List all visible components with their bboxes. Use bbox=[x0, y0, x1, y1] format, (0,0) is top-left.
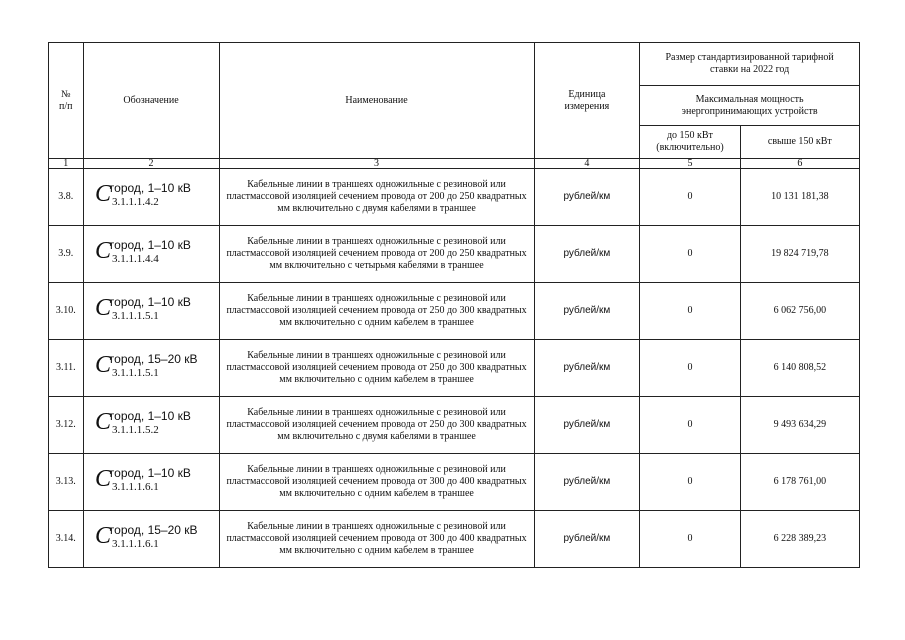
designation-subscript: 3.1.1.1.6.1 bbox=[112, 538, 159, 550]
designation-superscript: город, 15–20 кВ bbox=[110, 523, 198, 537]
header-num: № п/п bbox=[49, 43, 84, 159]
table-body bbox=[49, 169, 860, 568]
designation-symbol: C bbox=[95, 295, 112, 321]
row-number: 3.8. bbox=[49, 169, 84, 226]
table-row bbox=[49, 340, 860, 397]
table-row bbox=[49, 226, 860, 283]
row-unit: рублей/км bbox=[534, 511, 640, 568]
row-unit: рублей/км bbox=[534, 397, 640, 454]
row-designation bbox=[83, 226, 219, 283]
header-unit: Единица измерения bbox=[534, 43, 640, 159]
row-designation bbox=[83, 283, 219, 340]
header-up-to-150: до 150 кВт (включительно) bbox=[640, 126, 740, 159]
row-designation bbox=[83, 454, 219, 511]
row-unit: рублей/км bbox=[534, 226, 640, 283]
row-name: Кабельные линии в траншеях одножильные с резиновой или пластмассовой изоляцией сечением провода от 300 до 400 квадратных мм включительно с одним кабелем в траншее bbox=[219, 511, 534, 568]
designation-subscript: 3.1.1.1.4.2 bbox=[112, 196, 159, 208]
row-value-up-to-150: 0 bbox=[640, 397, 740, 454]
designation-symbol: C bbox=[95, 409, 112, 435]
row-unit: рублей/км bbox=[534, 340, 640, 397]
row-number: 3.12. bbox=[49, 397, 84, 454]
header-name: Наименование bbox=[219, 43, 534, 159]
row-name: Кабельные линии в траншеях одножильные с резиновой или пластмассовой изоляцией сечением провода от 250 до 300 квадратных мм включительно с одним кабелем в траншее bbox=[219, 283, 534, 340]
row-value-over-150: 6 228 389,23 bbox=[740, 511, 859, 568]
row-value-over-150: 6 140 808,52 bbox=[740, 340, 859, 397]
tariff-table bbox=[48, 42, 860, 568]
designation-superscript: город, 1–10 кВ bbox=[110, 466, 191, 480]
row-value-over-150: 6 178 761,00 bbox=[740, 454, 859, 511]
designation-symbol: C bbox=[95, 238, 112, 264]
column-number: 4 bbox=[534, 159, 640, 169]
row-name: Кабельные линии в траншеях одножильные с резиновой или пластмассовой изоляцией сечением провода от 250 до 300 квадратных мм включительно с одним кабелем в траншее bbox=[219, 340, 534, 397]
row-number: 3.14. bbox=[49, 511, 84, 568]
designation-subscript: 3.1.1.1.5.1 bbox=[112, 367, 159, 379]
row-value-over-150: 19 824 719,78 bbox=[740, 226, 859, 283]
row-value-up-to-150: 0 bbox=[640, 511, 740, 568]
row-value-up-to-150: 0 bbox=[640, 169, 740, 226]
header-over-150: свыше 150 кВт bbox=[740, 126, 859, 159]
column-number: 3 bbox=[219, 159, 534, 169]
row-unit: рублей/км bbox=[534, 454, 640, 511]
designation-symbol: C bbox=[95, 181, 112, 207]
row-number: 3.10. bbox=[49, 283, 84, 340]
row-number: 3.11. bbox=[49, 340, 84, 397]
designation-symbol: C bbox=[95, 466, 112, 492]
row-value-up-to-150: 0 bbox=[640, 340, 740, 397]
designation-subscript: 3.1.1.1.5.1 bbox=[112, 310, 159, 322]
column-number: 5 bbox=[640, 159, 740, 169]
row-designation bbox=[83, 511, 219, 568]
row-name: Кабельные линии в траншеях одножильные с резиновой или пластмассовой изоляцией сечением провода от 250 до 300 квадратных мм включительно с двумя кабелями в траншее bbox=[219, 397, 534, 454]
designation-subscript: 3.1.1.1.4.4 bbox=[112, 253, 159, 265]
designation-superscript: город, 15–20 кВ bbox=[110, 352, 198, 366]
header-rate-group: Размер стандартизированной тарифной ставки на 2022 год bbox=[640, 43, 860, 86]
designation-superscript: город, 1–10 кВ bbox=[110, 238, 191, 252]
designation-subscript: 3.1.1.1.6.1 bbox=[112, 481, 159, 493]
designation-symbol: C bbox=[95, 352, 112, 378]
row-designation bbox=[83, 397, 219, 454]
row-name: Кабельные линии в траншеях одножильные с резиновой или пластмассовой изоляцией сечением провода от 200 до 250 квадратных мм включительно с двумя кабелями в траншее bbox=[219, 169, 534, 226]
row-name: Кабельные линии в траншеях одножильные с резиновой или пластмассовой изоляцией сечением провода от 300 до 400 квадратных мм включительно с одним кабелем в траншее bbox=[219, 454, 534, 511]
designation-superscript: город, 1–10 кВ bbox=[110, 409, 191, 423]
row-value-over-150: 9 493 634,29 bbox=[740, 397, 859, 454]
row-value-up-to-150: 0 bbox=[640, 454, 740, 511]
column-number: 6 bbox=[740, 159, 859, 169]
designation-symbol: C bbox=[95, 523, 112, 549]
designation-superscript: город, 1–10 кВ bbox=[110, 181, 191, 195]
header-code: Обозначение bbox=[83, 43, 219, 159]
row-value-over-150: 6 062 756,00 bbox=[740, 283, 859, 340]
table-row bbox=[49, 454, 860, 511]
table-row bbox=[49, 397, 860, 454]
column-number: 2 bbox=[83, 159, 219, 169]
table-row bbox=[49, 511, 860, 568]
table-row bbox=[49, 169, 860, 226]
row-number: 3.9. bbox=[49, 226, 84, 283]
row-value-over-150: 10 131 181,38 bbox=[740, 169, 859, 226]
row-unit: рублей/км bbox=[534, 169, 640, 226]
table-row bbox=[49, 283, 860, 340]
row-value-up-to-150: 0 bbox=[640, 226, 740, 283]
row-designation bbox=[83, 340, 219, 397]
row-number: 3.13. bbox=[49, 454, 84, 511]
designation-superscript: город, 1–10 кВ bbox=[110, 295, 191, 309]
row-name: Кабельные линии в траншеях одножильные с резиновой или пластмассовой изоляцией сечением провода от 200 до 250 квадратных мм включительно с четырьмя кабелями в траншее bbox=[219, 226, 534, 283]
header-power-group: Максимальная мощность энергопринимающих устройств bbox=[640, 86, 860, 126]
row-value-up-to-150: 0 bbox=[640, 283, 740, 340]
designation-subscript: 3.1.1.1.5.2 bbox=[112, 424, 159, 436]
row-unit: рублей/км bbox=[534, 283, 640, 340]
column-number: 1 bbox=[49, 159, 84, 169]
row-designation bbox=[83, 169, 219, 226]
